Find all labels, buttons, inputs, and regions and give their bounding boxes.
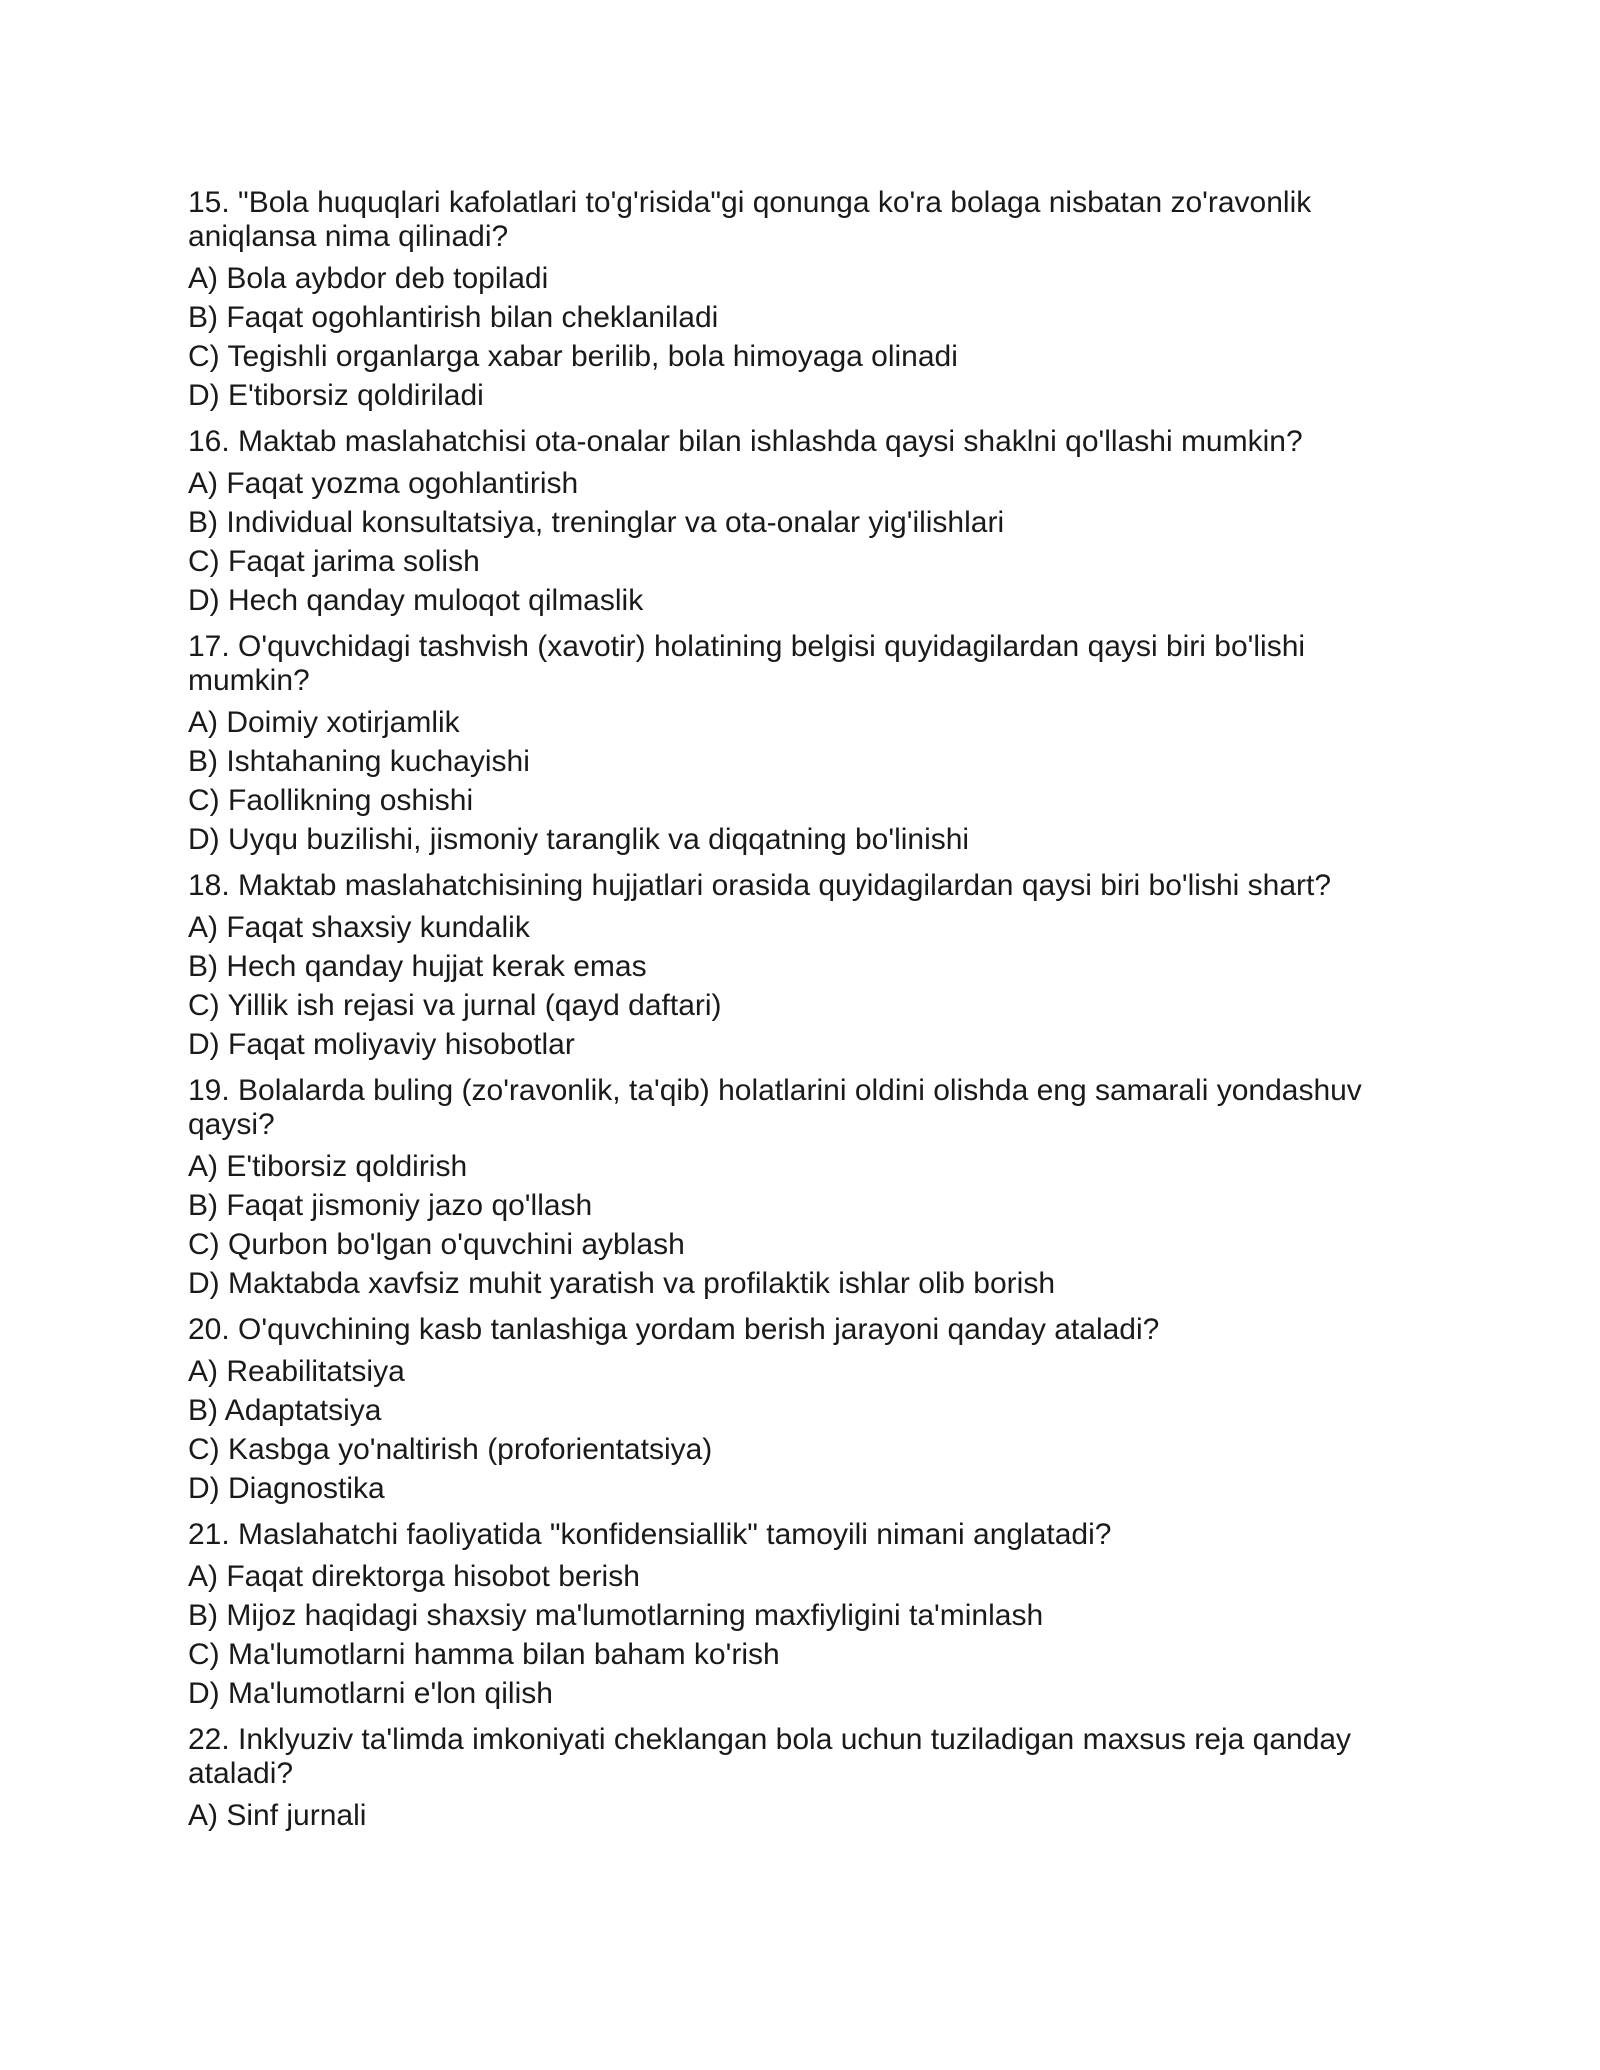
answer-option-b: B) Individual konsultatsiya, treninglar va ota-onalar yig'ilishlari: [188, 506, 1005, 539]
answer-options: [188, 1796, 1428, 1835]
answer-option-c: C) Kasbga yo'naltirish (proforientatsiya): [188, 1433, 713, 1466]
answer-option-a: A) Faqat direktorga hisobot berish: [188, 1560, 640, 1593]
answer-option-b: B) Hech qanday hujjat kerak emas: [188, 950, 647, 983]
answer-option-a: A) Doimiy xotirjamlik: [188, 706, 460, 739]
question-text: 15. "Bola huquqlari kafolatlari to'g'risida"gi qonunga ko'ra bolaga nisbatan zo'ravonlik aniqlansa nima qilinadi?: [188, 186, 1312, 253]
answer-option-b: B) Faqat jismoniy jazo qo'llash: [188, 1189, 593, 1222]
answer-option-a: A) Faqat yozma ogohlantirish: [188, 467, 579, 500]
answer-option-d: D) Hech qanday muloqot qilmaslik: [188, 584, 644, 617]
question-15: [188, 186, 1428, 415]
question-text: 20. O'quvchining kasb tanlashiga yordam berish jarayoni qanday ataladi?: [188, 1313, 1160, 1346]
document-page: [188, 186, 1428, 1845]
answer-option-d: D) Uyqu buzilishi, jismoniy taranglik va diqqatning bo'linishi: [188, 823, 970, 856]
answer-option-d: D) E'tiborsiz qoldiriladi: [188, 379, 484, 412]
question-20: [188, 1313, 1428, 1508]
question-21: [188, 1518, 1428, 1713]
answer-option-c: C) Yillik ish rejasi va jurnal (qayd daftari): [188, 989, 722, 1022]
answer-option-a: A) Reabilitatsiya: [188, 1355, 405, 1388]
answer-options: [188, 464, 1428, 620]
answer-option-d: D) Ma'lumotlarni e'lon qilish: [188, 1677, 553, 1710]
question-22: [188, 1723, 1428, 1835]
question-text: 17. O'quvchidagi tashvish (xavotir) holatining belgisi quyidagilardan qaysi biri bo'lishi mumkin?: [188, 630, 1306, 697]
question-text: 16. Maktab maslahatchisi ota-onalar bilan ishlashda qaysi shaklni qo'llashi mumkin?: [188, 425, 1303, 458]
answer-option-b: B) Ishtahaning kuchayishi: [188, 745, 530, 778]
answer-option-b: B) Adaptatsiya: [188, 1394, 382, 1427]
answer-option-d: D) Maktabda xavfsiz muhit yaratish va profilaktik ishlar olib borish: [188, 1267, 1055, 1300]
question-text: 21. Maslahatchi faoliyatida "konfidensiallik" tamoyili nimani anglatadi?: [188, 1518, 1112, 1551]
answer-option-a: A) Sinf jurnali: [188, 1799, 367, 1832]
answer-option-b: B) Mijoz haqidagi shaxsiy ma'lumotlarning maxfiyligini ta'minlash: [188, 1599, 1044, 1632]
answer-option-a: A) E'tiborsiz qoldirish: [188, 1150, 468, 1183]
answer-option-a: A) Bola aybdor deb topiladi: [188, 262, 549, 295]
answer-option-b: B) Faqat ogohlantirish bilan cheklaniladi: [188, 301, 719, 334]
question-text: 19. Bolalarda buling (zo'ravonlik, ta'qib) holatlarini oldini olishda eng samarali yondashuv qaysi?: [188, 1074, 1362, 1141]
answer-option-d: D) Faqat moliyaviy hisobotlar: [188, 1028, 575, 1061]
answer-options: [188, 1352, 1428, 1508]
answer-option-c: C) Ma'lumotlarni hamma bilan baham ko'rish: [188, 1638, 780, 1671]
answer-option-a: A) Faqat shaxsiy kundalik: [188, 911, 530, 944]
question-19: [188, 1074, 1428, 1303]
answer-options: [188, 1147, 1428, 1303]
answer-option-c: C) Faollikning oshishi: [188, 784, 474, 817]
answer-options: [188, 703, 1428, 859]
answer-options: [188, 1557, 1428, 1713]
question-text: 22. Inklyuziv ta'limda imkoniyati cheklangan bola uchun tuziladigan maxsus reja qanday ataladi?: [188, 1723, 1352, 1790]
answer-options: [188, 259, 1428, 415]
answer-option-c: C) Faqat jarima solish: [188, 545, 480, 578]
question-16: [188, 425, 1428, 620]
answer-option-c: C) Tegishli organlarga xabar berilib, bola himoyaga olinadi: [188, 340, 958, 373]
question-text: 18. Maktab maslahatchisining hujjatlari orasida quyidagilardan qaysi biri bo'lishi shart?: [188, 869, 1332, 902]
question-17: [188, 630, 1428, 859]
answer-option-d: D) Diagnostika: [188, 1472, 385, 1505]
question-18: [188, 869, 1428, 1064]
answer-options: [188, 908, 1428, 1064]
answer-option-c: C) Qurbon bo'lgan o'quvchini ayblash: [188, 1228, 685, 1261]
